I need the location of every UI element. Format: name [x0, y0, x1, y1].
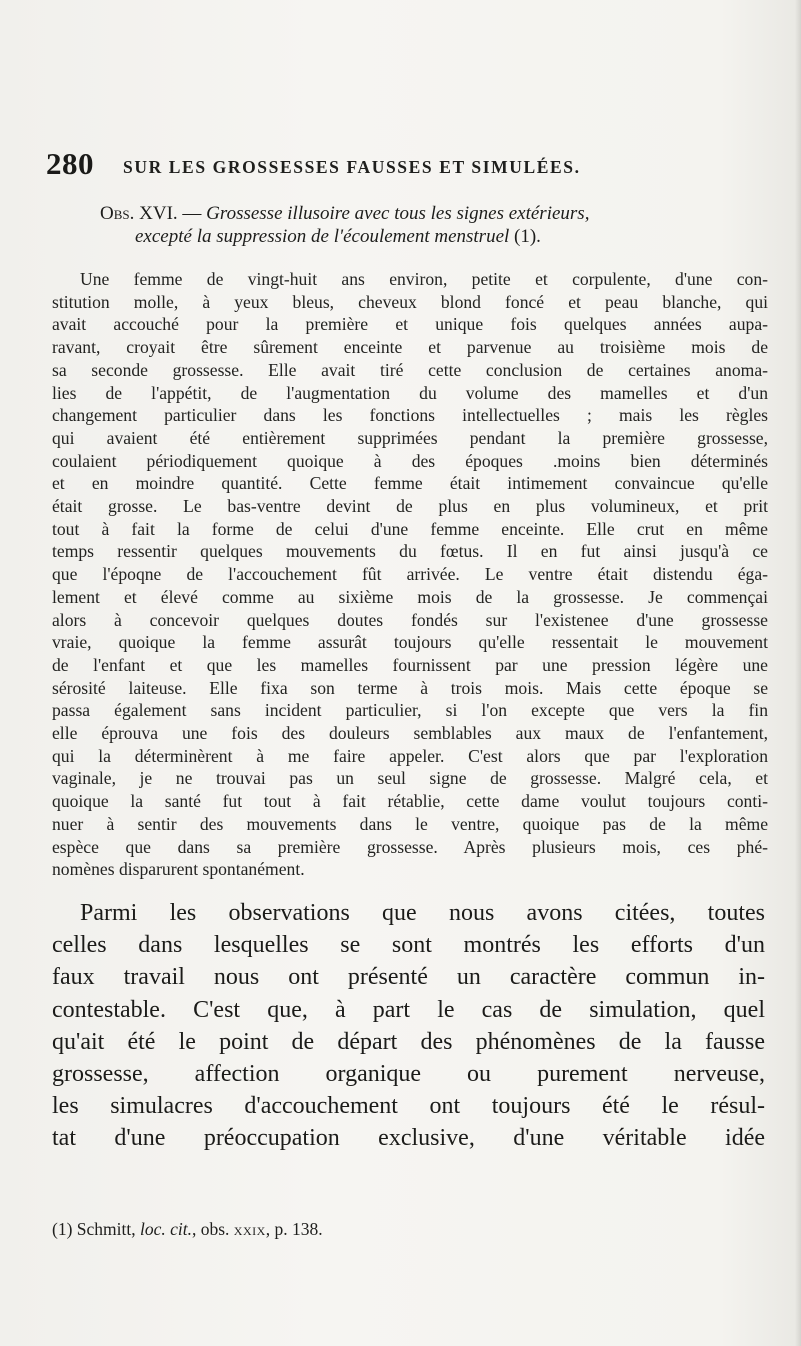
footnote-obs: , obs. [191, 1219, 234, 1239]
observation-text-line: et en moindre quantité. Cette femme était intimement convaincue qu'elle [52, 473, 768, 494]
observation-heading-line-2 [100, 225, 740, 248]
footnote-reference: (1). [509, 226, 541, 247]
footnote [52, 1218, 323, 1240]
observation-text-line: quoique la santé fut tout à fait rétablie, cette dame voulut toujours conti- [52, 791, 768, 812]
page-edge-shadow [795, 0, 801, 1346]
observation-text-line: lies de l'appétit, de l'augmentation du volume des mamelles et d'un [52, 382, 768, 403]
observation-text-line: qui avaient été entièrement supprimées pendant la première grossesse, [52, 427, 768, 448]
main-text-line: grossesse, affection organique ou purement nerveuse, [52, 1061, 765, 1088]
footnote-page: , p. 138. [265, 1219, 323, 1239]
observation-text-line: alors à concevoir quelques doutes fondés sur l'existenee d'une grossesse [52, 609, 768, 630]
observation-text-line: temps ressentir quelques mouvements du fœtus. Il en fut ainsi jusqu'à ce [52, 541, 768, 562]
main-text-paragraph [52, 897, 765, 1155]
observation-text-line: nomènes disparurent spontanément. [52, 859, 305, 880]
main-text-line: celles dans lesquelles se sont montrés les efforts d'un [52, 932, 765, 959]
observation-heading [100, 202, 740, 248]
main-text-line: qu'ait été le point de départ des phénomènes de la fausse [52, 1028, 765, 1055]
observation-text-line: ravant, croyait être sûrement enceinte et parvenue au troisième mois de [52, 337, 768, 358]
observation-text-line: nuer à sentir des mouvements dans le ventre, quoique pas de la même [52, 813, 768, 834]
observation-text-line: elle éprouva une fois des douleurs semblables aux maux de l'enfantement, [52, 723, 768, 744]
running-head: SUR LES GROSSESSES FAUSSES ET SIMULÉES. [123, 157, 581, 177]
observation-text-line: vaginale, je ne trouvai pas un seul signe de grossesse. Malgré cela, et [52, 768, 768, 789]
observation-text-line: était grosse. Le bas-ventre devint de plus en plus volumineux, et prit [52, 496, 768, 517]
observation-text-line: qui la déterminèrent à me faire appeler. C'est alors que par l'exploration [52, 745, 768, 766]
main-text-line: les simulacres d'accouchement ont toujours été le résul- [52, 1093, 765, 1120]
observation-text-line: Une femme de vingt-huit ans environ, petite et corpulente, d'une con- [80, 269, 768, 289]
observation-text-line: que l'époqne de l'accouchement fût arrivée. Le ventre était distendu éga- [52, 564, 768, 585]
page-header [46, 146, 766, 190]
observation-text-line: stitution molle, à yeux bleus, cheveux blond foncé et peau blanche, qui [52, 291, 768, 312]
observation-text-line: changement particulier dans les fonctions intellectuelles ; mais les règles [52, 405, 768, 426]
observation-text-line: vraie, quoique la femme assurât toujours qu'elle ressentait le mouvement [52, 632, 768, 653]
page-number: 280 [46, 146, 94, 181]
observation-text-line: tout à fait la forme de celui d'une femme enceinte. Elle crut en même [52, 518, 768, 539]
observation-dash: — [177, 203, 207, 224]
observation-text-line: sa seconde grossesse. Elle avait tiré cette conclusion de certaines anoma- [52, 359, 768, 380]
observation-text [52, 268, 768, 881]
observation-heading-line-1 [100, 202, 740, 225]
observation-text-line: sérosité laiteuse. Elle fixa son terme à trois mois. Mais cette époque se [52, 677, 768, 698]
observation-text-line: espèce que dans sa première grossesse. Après plusieurs mois, ces phé- [52, 836, 768, 857]
main-text-line: tat d'une préoccupation exclusive, d'une véritable idée [52, 1125, 765, 1152]
observation-text-line: de l'enfant et que les mamelles fournissent par une pression légère une [52, 654, 768, 675]
main-text-line: faux travail nous ont présenté un caractère commun in- [52, 964, 765, 991]
observation-text-line: lement et élevé comme au sixième mois de la grossesse. Je commençai [52, 586, 768, 607]
footnote-marker: (1) Schmitt, [52, 1219, 140, 1239]
main-text-line: contestable. C'est que, à part le cas de simulation, quel [52, 996, 765, 1023]
observation-title-line-1: Grossesse illusoire avec tous les signes extérieurs, [206, 203, 590, 224]
observation-text-line: avait accouché pour la première et unique fois quelques années aupa- [52, 314, 768, 335]
observation-text-line: passa également sans incident particulier, si l'on excepte que vers la fin [52, 700, 768, 721]
footnote-roman-numeral: xxix [233, 1219, 266, 1239]
footnote-loc-cit: loc. cit. [139, 1219, 192, 1239]
main-text-line: Parmi les observations que nous avons citées, toutes [80, 900, 765, 926]
observation-title-line-2: excepté la suppression de l'écoulement menstruel [135, 226, 510, 247]
observation-text-line: coulaient périodiquement quoique à des époques .moins bien déterminés [52, 450, 768, 471]
observation-label: Obs. XVI. [100, 203, 178, 224]
